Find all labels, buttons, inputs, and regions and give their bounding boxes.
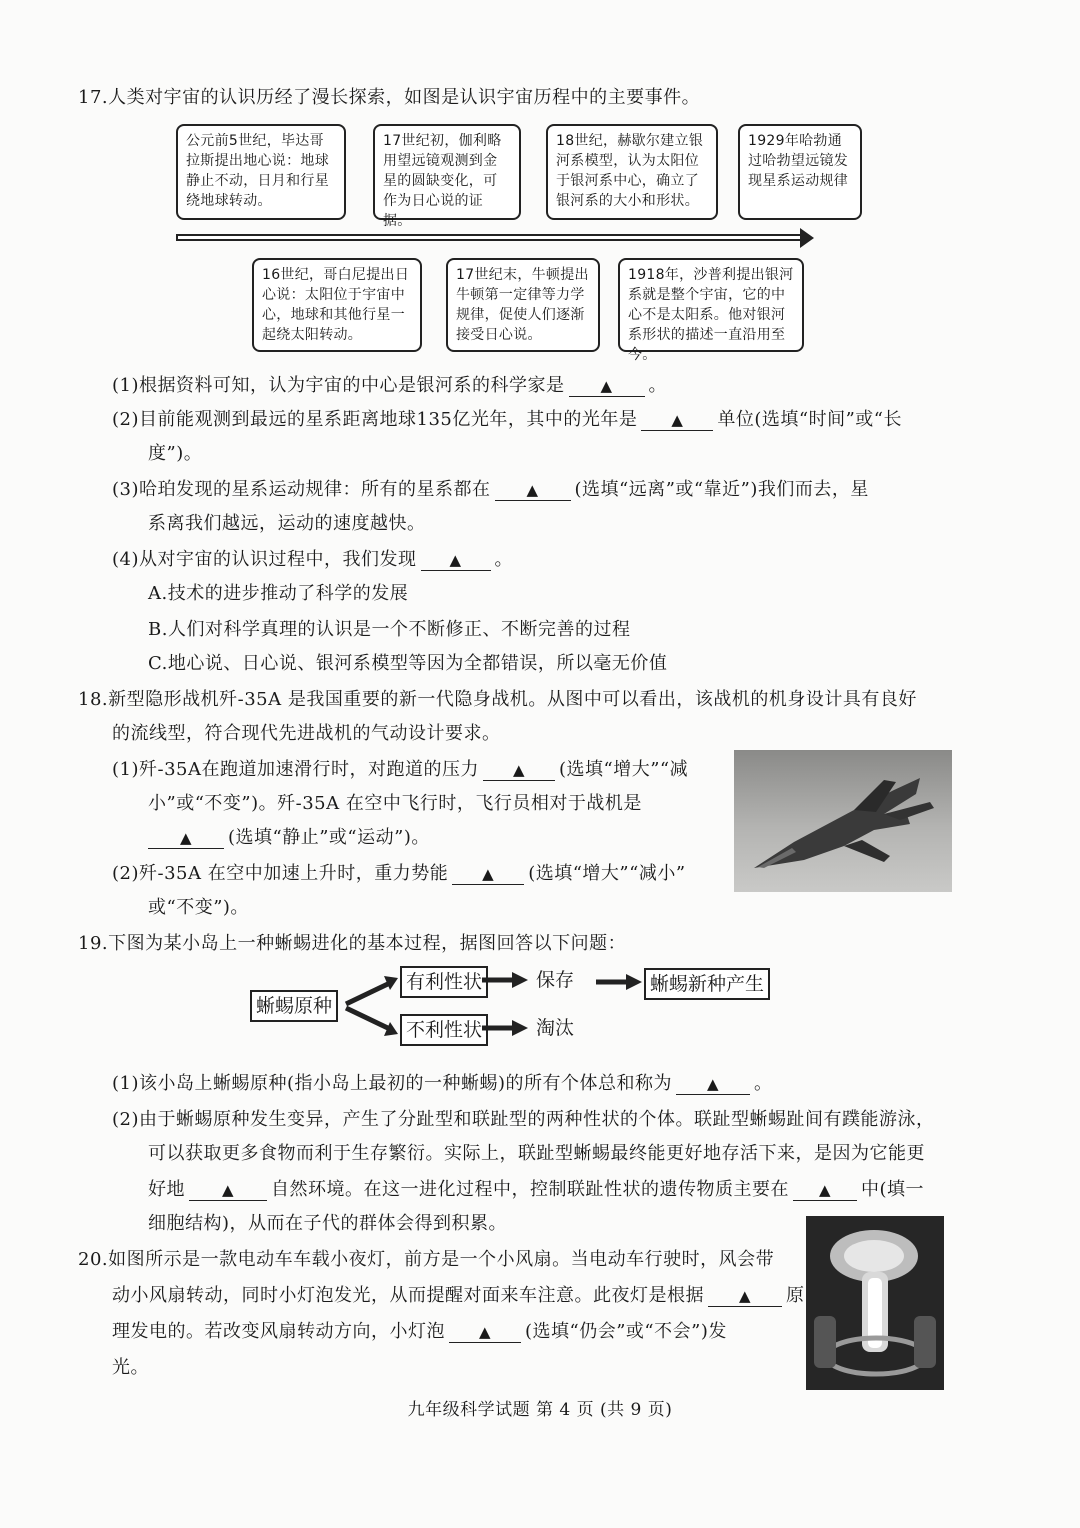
answer-blank[interactable]: ▲ xyxy=(641,410,713,431)
q20-line1: 20.如图所示是一款电动车车载小夜灯，前方是一个小风扇。当电动车行驶时，风会带 xyxy=(78,1249,775,1270)
evolution-new-species: 蜥蜴新种产生 xyxy=(644,968,770,1000)
timeline-event-herschel: 18世纪，赫歇尔建立银河系模型，认为太阳位于银河系中心，确立了银河系的大小和形状。 xyxy=(546,124,718,220)
timeline-event-pythagoras: 公元前5世纪，毕达哥拉斯提出地心说：地球静止不动，日月和行星绕地球转动。 xyxy=(176,124,346,220)
q18-part1: (1)歼-35A在跑道加速滑行时，对跑道的压力 ▲ (选填“增大”“减 xyxy=(112,759,689,780)
q18-stem: 18.新型隐形战机歼-35A 是我国重要的新一代隐身战机。从图中可以看出，该战机的机身设计具有良好 xyxy=(78,689,917,710)
evolution-origin: 蜥蜴原种 xyxy=(250,990,338,1022)
timeline-event-galileo: 17世纪初，伽利略用望远镜观测到金星的圆缺变化，可作为日心说的证据。 xyxy=(373,124,521,220)
evolution-bad-trait: 不利性状 xyxy=(400,1014,488,1046)
evolution-eliminate: 淘汰 xyxy=(536,1017,575,1039)
evolution-arrows xyxy=(340,960,660,1050)
timeline-arrow-head xyxy=(800,228,814,248)
answer-blank[interactable]: ▲ xyxy=(421,550,491,571)
fighter-jet-photo xyxy=(734,750,952,892)
answer-blank[interactable]: ▲ xyxy=(449,1322,521,1343)
timeline-event-copernicus: 16世纪，哥白尼提出日心说：太阳位于宇宙中心，地球和其他行星一起绕太阳转动。 xyxy=(252,258,422,352)
answer-blank[interactable]: ▲ xyxy=(189,1180,267,1201)
fighter-jet-icon xyxy=(734,750,952,892)
timeline-arrow xyxy=(176,234,804,241)
q18-part2-cont: 或“不变”)。 xyxy=(148,897,249,918)
q17-part3-cont: 系离我们越远，运动的速度越快。 xyxy=(148,513,426,534)
timeline-event-newton: 17世纪末，牛顿提出牛顿第一定律等力学规律，促使人们逐渐接受日心说。 xyxy=(446,258,600,352)
evolution-good-trait: 有利性状 xyxy=(400,966,488,998)
q18-stem-cont: 的流线型，符合现代先进战机的气动设计要求。 xyxy=(112,723,501,744)
q18-part1-cont2: ▲ (选填“静止”或“运动”)。 xyxy=(144,826,430,850)
q17-option-b: B.人们对科学真理的认识是一个不断修正、不断完善的过程 xyxy=(148,619,631,640)
q20-line2: 动小风扇转动，同时小灯泡发光，从而提醒对面来车注意。此夜灯是根据 ▲ 原 xyxy=(112,1285,805,1306)
q17-part1: (1)根据资料可知，认为宇宙的中心是银河系的科学家是 ▲ 。 xyxy=(112,375,667,396)
q20-line4: 光。 xyxy=(112,1357,149,1378)
q17-option-c: C.地心说、日心说、银河系模型等因为全都错误，所以毫无价值 xyxy=(148,653,668,674)
answer-blank[interactable]: ▲ xyxy=(495,480,571,501)
answer-blank[interactable]: ▲ xyxy=(793,1180,857,1201)
fan-light-icon xyxy=(806,1216,944,1390)
timeline-event-hubble: 1929年哈勃通过哈勃望远镜发现星系运动规律 xyxy=(738,124,862,220)
answer-blank[interactable]: ▲ xyxy=(483,760,555,781)
q18-part2: (2)歼-35A 在空中加速上升时，重力势能 ▲ (选填“增大”“减小” xyxy=(112,863,686,884)
q19-part2-cont2: 好地 ▲ 自然环境。在这一进化过程中，控制联趾性状的遗传物质主要在 ▲ 中(填一 xyxy=(148,1179,925,1200)
q18-part1-cont: 小”或“不变”)。歼-35A 在空中飞行时，飞行员相对于战机是 xyxy=(148,793,642,814)
evolution-keep: 保存 xyxy=(536,969,575,991)
answer-blank[interactable]: ▲ xyxy=(569,376,645,397)
q19-part2-cont3: 细胞结构)，从而在子代的群体会得到积累。 xyxy=(148,1213,508,1234)
answer-blank[interactable]: ▲ xyxy=(148,828,224,849)
q17-part2-cont: 度”)。 xyxy=(148,443,203,464)
q19-part1: (1)该小岛上蜥蜴原种(指小岛上最初的一种蜥蜴)的所有个体总和称为 ▲ 。 xyxy=(112,1073,773,1094)
answer-blank[interactable]: ▲ xyxy=(452,864,524,885)
q17-part3: (3)哈珀发现的星系运动规律：所有的星系都在 ▲ (选填“远离”或“靠近”)我们而去，星 xyxy=(112,479,869,500)
page-footer: 九年级科学试题 第 4 页 (共 9 页) xyxy=(407,1400,673,1420)
answer-blank[interactable]: ▲ xyxy=(676,1074,750,1095)
q17-part2: (2)目前能观测到最远的星系距离地球135亿光年，其中的光年是 ▲ 单位(选填“时间”或“长 xyxy=(112,409,902,430)
q20-line3: 理发电的。若改变风扇转动方向，小灯泡 ▲ (选填“仍会”或“不会”)发 xyxy=(112,1321,727,1342)
q19-part2: (2)由于蜥蜴原种发生变异，产生了分趾型和联趾型的两种性状的个体。联趾型蜥蜴趾间有蹼能游泳， xyxy=(112,1109,935,1130)
q19-stem: 19.下图为某小岛上一种蜥蜴进化的基本过程，据图回答以下问题： xyxy=(78,933,627,954)
night-light-photo xyxy=(806,1216,944,1390)
q17-option-a: A.技术的进步推动了科学的发展 xyxy=(148,583,409,604)
timeline-event-shapley: 1918年，沙普利提出银河系就是整个宇宙，它的中心不是太阳系。他对银河系形状的描述一直沿用至今。 xyxy=(618,258,804,352)
answer-blank[interactable]: ▲ xyxy=(708,1286,782,1307)
q17-part4: (4)从对宇宙的认识过程中，我们发现 ▲ 。 xyxy=(112,549,513,570)
q19-part2-cont: 可以获取更多食物而利于生存繁衍。实际上，联趾型蜥蜴最终能更好地存活下来，是因为它能更 xyxy=(148,1143,925,1164)
q17-stem: 17.人类对宇宙的认识历经了漫长探索，如图是认识宇宙历程中的主要事件。 xyxy=(78,87,701,108)
